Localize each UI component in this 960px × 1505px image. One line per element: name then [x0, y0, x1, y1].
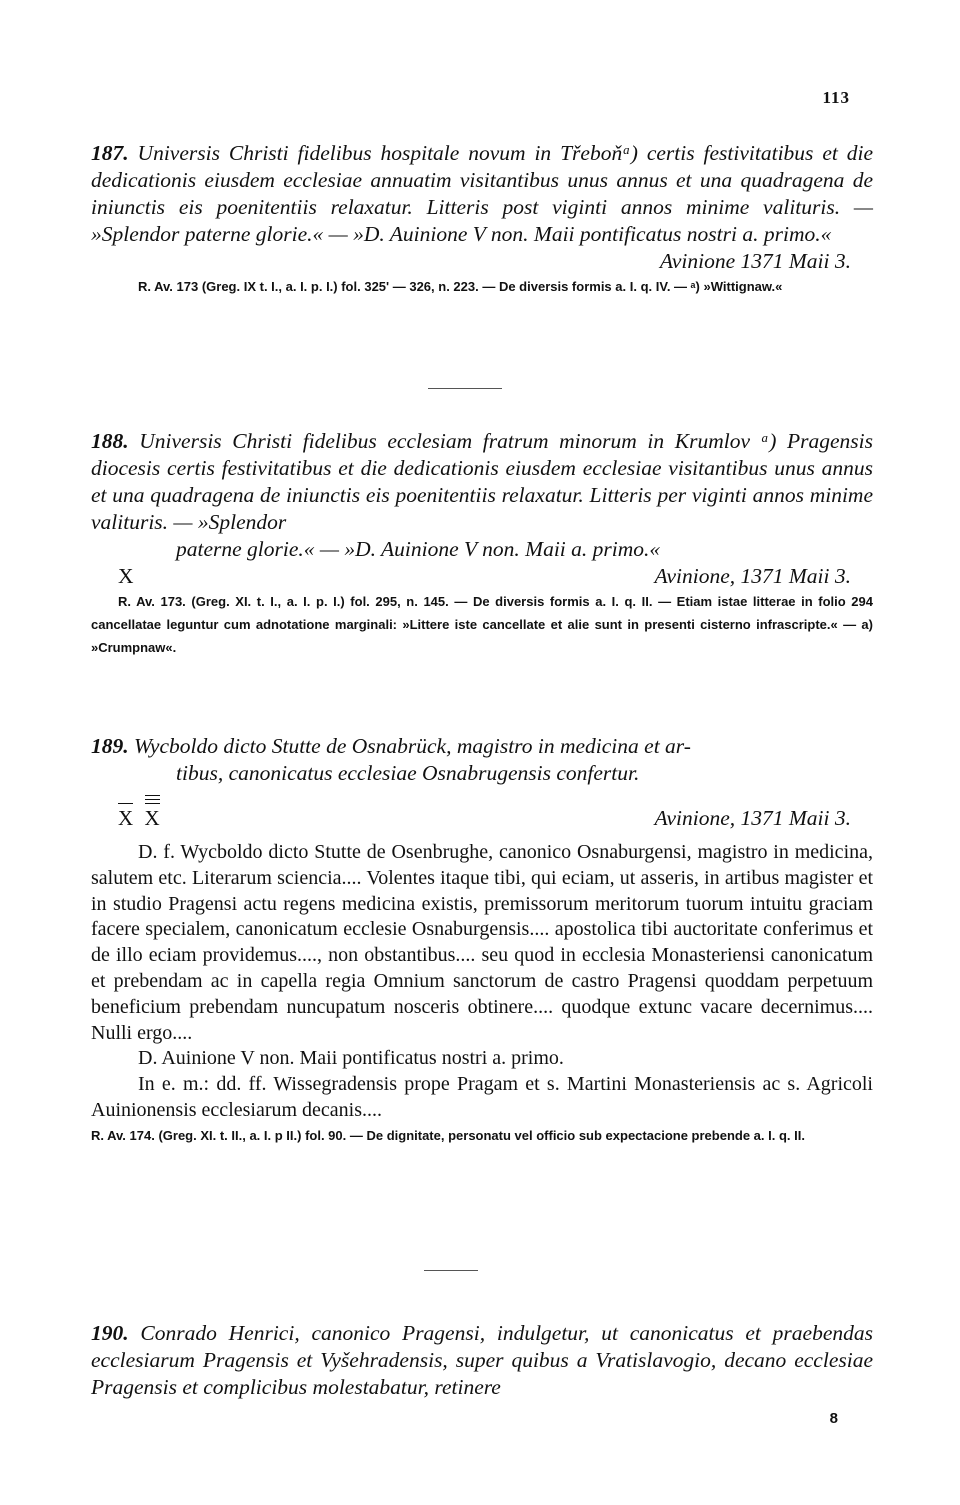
entry-188-text [91, 428, 873, 536]
entry-189-mark-2: X [145, 806, 160, 830]
entry-188 [91, 428, 873, 659]
entry-189-title [91, 733, 873, 760]
entry-189-number: 189. [91, 734, 129, 758]
entry-187-body: Universis Christi fidelibus hospitale novum in Třeboňᵃ) certis festivitatibus et die dedicationis eiusdem ecclesiae annuatim visitantibus unus annus et una quadragena de iniunctis eis poenitentiis relaxatur. Litteris post viginti annos minime valituris. — »Splendor paterne glorie.« — »D. Auinione V non. Maii pontificatus nostri a. primo.« [91, 141, 874, 246]
entry-189-place-date: Avinione, 1371 Maii 3. [654, 806, 851, 830]
entry-188-text-cont: paterne glorie.« — »D. Auinione V non. Maii a. primo.« [176, 537, 661, 561]
page-number: 113 [822, 88, 850, 107]
entry-189-marks [118, 805, 160, 832]
entry-189-paragraph-2: D. Auinione V non. Maii pontificatus nostri a. primo. [138, 1047, 564, 1070]
entry-189 [91, 733, 873, 1147]
entry-189-note: R. Av. 174. (Greg. XI. t. II., a. I. p II.) fol. 90. — De dignitate, personatu vel officio sub expectacione prebende a. I. q. II. [91, 1127, 805, 1143]
entry-190-number: 190. [91, 1321, 129, 1345]
entry-190-body: Conrado Henrici, canonico Pragensi, indulgetur, ut canonicatus et praebendas ecclesiarum Pragensis et Vyšehradensis, super quibus a Vratislavogio, decano ecclesiae Pragensis et complicibus molestabatur, retinere [91, 1321, 873, 1399]
entry-189-title-text: Wycboldo dicto Stutte de Osnabrück, magistro in medicina et ar- [134, 734, 691, 758]
entry-189-body [91, 840, 873, 1124]
entry-188-mark-row [91, 563, 873, 590]
entry-187-text [91, 140, 873, 248]
entry-190-text [91, 1320, 873, 1401]
entry-187 [91, 140, 873, 298]
entry-189-paragraph-1: D. f. Wycboldo dicto Stutte de Osenbrughe, canonico Osnaburgensi, magistro in medicina, salutem etc. Literarum sciencia.... Volentes itaque tibi, qui eciam, ut asseris, in artibus magister et in studio Pragensi actu regens medicina existis, premissorum meritorum tuorum intuitu graciam facere specialem, canonicatum ecclesie Osnaburgensis.... apostolica tibi auctoritate conferimus et de illo eciam providemus...., non obstantibus.... seu quod in ecclesia Monasteriensi canonicatum et prebendam ac in capella regia Omnium sanctorum de castro Pragensi quoddam perpetuum beneficium prebendam nuncupatum nosceris obtinere.... quodque extunc vacare decernimus.... Nulli ergo.... [91, 841, 873, 1044]
separator-2 [424, 1270, 478, 1271]
signature-mark: 8 [829, 1410, 838, 1427]
entry-188-body: Universis Christi fidelibus ecclesiam fratrum minorum in Krumlov ᵃ) Pragensis diocesis certis festivitatibus et die dedicationis eiusdem ecclesiae visitantibus unus annus et una quadragena de iniunctis eis poenitentiis relaxatur. Litteris per viginti annos minime valituris. — »Splendor [91, 429, 873, 534]
entry-188-number: 188. [91, 429, 129, 453]
separator [428, 388, 502, 389]
entry-189-mark-1: X [118, 806, 133, 830]
entry-189-paragraph-3: In e. m.: dd. ff. Wissegradensis prope Pragam et s. Martini Monasteriensis ac s. Agricoli Auinionensis ecclesiarum decanis.... [91, 1073, 873, 1121]
entry-187-note: R. Av. 173 (Greg. IX t. I., a. I. p. I.) fol. 325' — 326, n. 223. — De diversis formis a. I. q. IV. — ᵃ) »Wittignaw.« [138, 279, 783, 294]
entry-187-number: 187. [91, 141, 129, 165]
entry-187-place-date: Avinione 1371 Maii 3. [659, 249, 851, 273]
entry-188-place-date: Avinione, 1371 Maii 3. [654, 564, 851, 588]
entry-188-note: R. Av. 173. (Greg. XI. t. I., a. I. p. I.) fol. 295, n. 145. — De diversis formis a. I. q. II. — Etiam istae litterae in folio 294 cancellatae leguntur cum adnotatione marginali: »Littere iste cancellate et alie sunt in presenti cisterno infrascripte.« — a) »Crumpnaw«. [91, 594, 873, 655]
entry-189-mark-row [91, 805, 873, 832]
entry-189-title-cont: tibus, canonicatus ecclesiae Osnabrugensis confertur. [176, 761, 640, 785]
entry-188-mark: X [118, 564, 134, 588]
entry-190 [91, 1320, 873, 1401]
